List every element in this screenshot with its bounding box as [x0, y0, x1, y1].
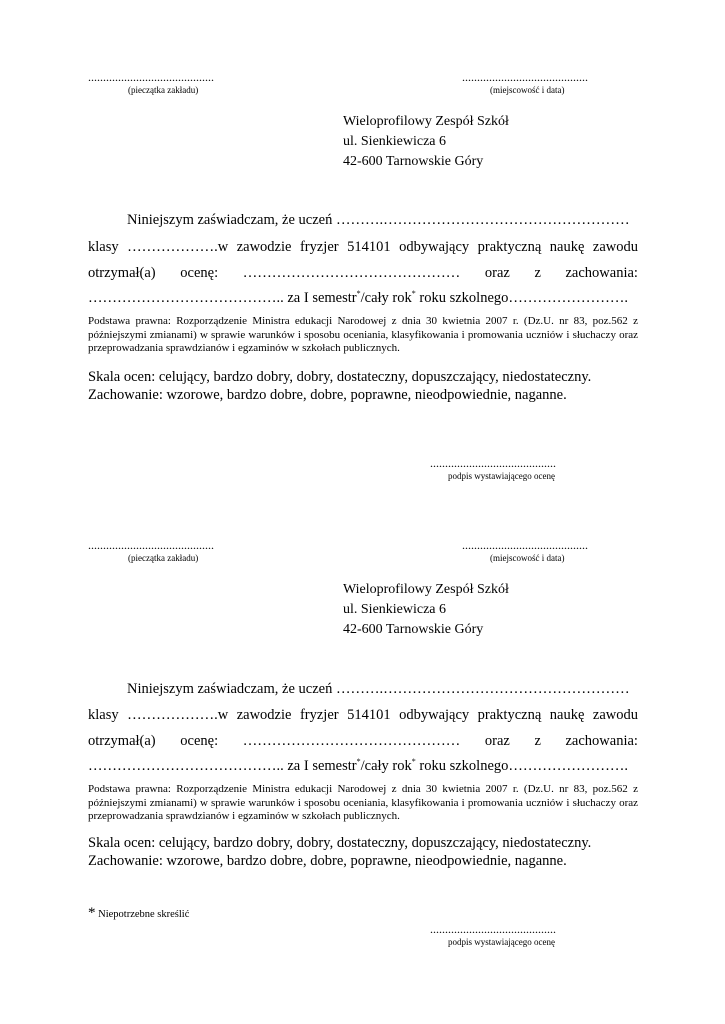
word: otrzymał(a) — [88, 733, 156, 749]
semester-text: ………………………………….. za I semestr — [88, 758, 357, 774]
grades-scale: Skala ocen: celujący, bardzo dobry, dobry, dostateczny, dopuszczający, niedostateczny. — [88, 835, 592, 851]
word: zawodzie — [236, 707, 292, 723]
word: odbywający — [399, 707, 470, 723]
school-name: Wieloprofilowy Zespół Szkół — [343, 582, 509, 597]
word: ……………………………………… — [242, 733, 461, 749]
word: oraz — [484, 265, 510, 281]
class-line — [88, 707, 638, 724]
footnote-text: Niepotrzebne skreślić — [95, 909, 190, 920]
word: fryzjer — [299, 707, 339, 723]
place-date-label: (miejscowość i data) — [490, 553, 565, 563]
student-line: Niniejszym zaświadczam, że uczeń ……….…………………………………………… — [127, 681, 630, 697]
school-city: 42-600 Tarnowskie Góry — [343, 622, 484, 637]
semester-line — [88, 758, 628, 775]
word: fryzjer — [299, 239, 339, 255]
school-year-text: roku szkolnego……………………. — [415, 758, 629, 774]
conduct-scale: Zachowanie: wzorowe, bardzo dobre, dobre, poprawne, nieodpowiednie, naganne. — [88, 853, 567, 869]
word: 514101 — [347, 239, 391, 255]
asterisk: * — [356, 289, 361, 298]
word: ……………….w — [127, 707, 229, 723]
grading-scale — [88, 368, 648, 404]
legal-basis: Podstawa prawna: Rozporządzenie Ministra edukacji Narodowej z dnia 30 kwietnia 2007 r. (Dz.U. nr 83, poz.562 z późniejszymi zmianami) w sprawie warunków i sposobu oceniania, klasyfikowania i promowania uczniów i słuchaczy oraz przeprowadzania sprawdzianów i egzaminów w szkołach publicznych. — [88, 315, 638, 354]
asterisk: * — [411, 757, 416, 766]
word: z — [534, 265, 541, 281]
school-address — [343, 580, 509, 640]
grade-line — [88, 265, 638, 282]
stamp-dots: .......................................... — [88, 538, 214, 552]
signature-label: podpis wystawiającego ocenę — [448, 471, 555, 481]
semester-text: ………………………………….. za I semestr — [88, 290, 357, 306]
legal-basis: Podstawa prawna: Rozporządzenie Ministra edukacji Narodowej z dnia 30 kwietnia 2007 r. (Dz.U. nr 83, poz.562 z późniejszymi zmianami) w sprawie warunków i sposobu oceniania, klasyfikowania i promowania uczniów i słuchaczy oraz przeprowadzania sprawdzianów i egzaminów w szkołach publicznych. — [88, 783, 638, 822]
signature-label: podpis wystawiającego ocenę — [448, 937, 555, 947]
word: oraz — [484, 733, 510, 749]
year-text: /cały rok — [360, 758, 412, 774]
signature-dots: .......................................... — [430, 456, 556, 470]
stamp-label: (pieczątka zakładu) — [128, 553, 199, 563]
footnote-asterisk: * — [88, 905, 96, 921]
word: zachowania: — [565, 265, 638, 281]
place-date-dots: .......................................... — [462, 538, 588, 552]
signature-dots: .......................................... — [430, 922, 556, 936]
class-line — [88, 239, 638, 256]
word: praktyczną — [477, 707, 542, 723]
place-date-label: (miejscowość i data) — [490, 85, 565, 95]
place-date-dots: .......................................... — [462, 70, 588, 84]
word: zawodu — [592, 239, 638, 255]
semester-line — [88, 290, 628, 307]
word: ……………………………………… — [242, 265, 461, 281]
school-street: ul. Sienkiewicza 6 — [343, 602, 447, 617]
school-name: Wieloprofilowy Zespół Szkół — [343, 114, 509, 129]
word: zawodzie — [236, 239, 292, 255]
word: odbywający — [399, 239, 470, 255]
year-text: /cały rok — [360, 290, 412, 306]
stamp-dots: .......................................... — [88, 70, 214, 84]
word: ocenę: — [180, 733, 219, 749]
word: zawodu — [592, 707, 638, 723]
word: naukę — [549, 239, 585, 255]
student-line: Niniejszym zaświadczam, że uczeń ……….…………………………………………… — [127, 212, 630, 228]
word: klasy — [88, 707, 119, 723]
grading-scale — [88, 834, 648, 870]
stamp-label: (pieczątka zakładu) — [128, 85, 199, 95]
asterisk: * — [411, 289, 416, 298]
word: ocenę: — [180, 265, 219, 281]
word: ……………….w — [127, 239, 229, 255]
word: z — [534, 733, 541, 749]
grades-scale: Skala ocen: celujący, bardzo dobry, dobry, dostateczny, dopuszczający, niedostateczny. — [88, 369, 592, 385]
school-address — [343, 112, 509, 172]
school-street: ul. Sienkiewicza 6 — [343, 134, 447, 149]
school-city: 42-600 Tarnowskie Góry — [343, 154, 484, 169]
word: klasy — [88, 239, 119, 255]
word: otrzymał(a) — [88, 265, 156, 281]
footnote — [88, 904, 189, 922]
word: zachowania: — [565, 733, 638, 749]
grade-line — [88, 733, 638, 750]
word: naukę — [549, 707, 585, 723]
asterisk: * — [356, 757, 361, 766]
word: praktyczną — [477, 239, 542, 255]
conduct-scale: Zachowanie: wzorowe, bardzo dobre, dobre, poprawne, nieodpowiednie, naganne. — [88, 387, 567, 403]
word: 514101 — [347, 707, 391, 723]
school-year-text: roku szkolnego……………………. — [415, 290, 629, 306]
